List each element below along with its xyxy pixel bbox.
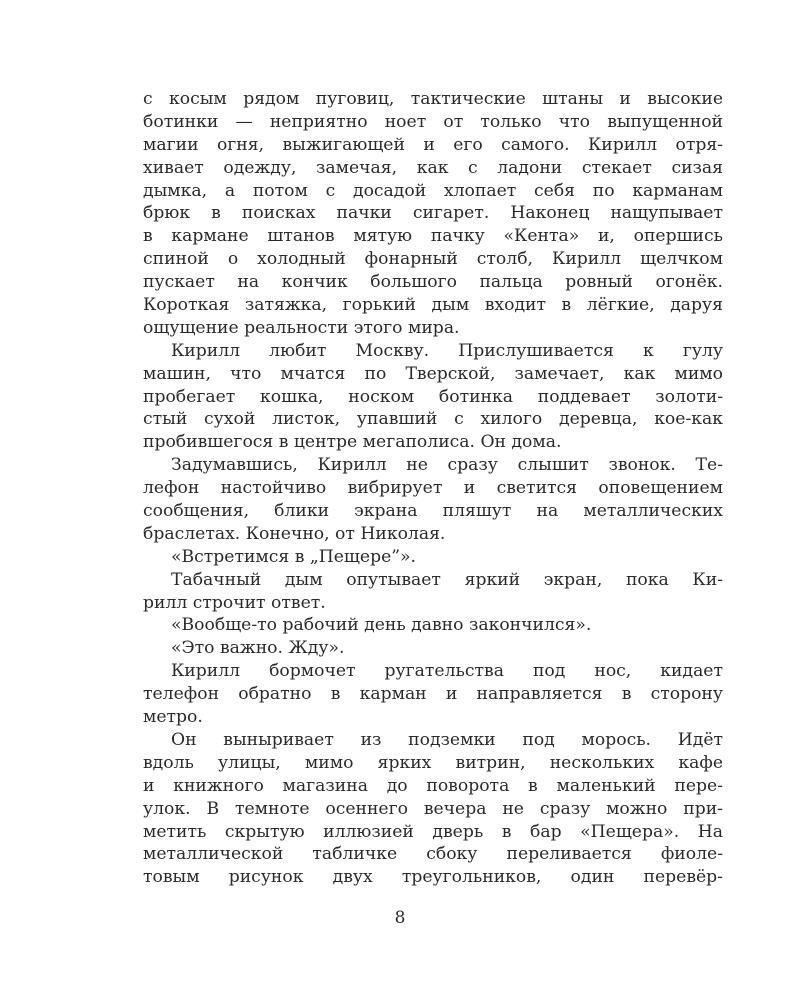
text-line: металлической табличке сбоку переливается фиоле- <box>143 844 723 865</box>
text-line: лефон настойчиво вибрирует и светится оповещением <box>143 478 723 499</box>
text-line: в кармане штанов мятую пачку «Кента» и, опершись <box>143 226 723 247</box>
text-line: машин, что мчатся по Тверской, замечает, как мимо <box>143 363 723 384</box>
text-line: рилл строчит ответ. <box>143 592 326 613</box>
text-line: ощущение реальности этого мира. <box>143 317 460 338</box>
text-line: стый сухой листок, упавший с хилого деревца, кое-как <box>143 409 723 430</box>
text-line: Он выныривает из подземки под морось. Идёт <box>171 729 723 750</box>
body-text <box>143 88 723 889</box>
text-line: улок. В темноте осеннего вечера не сразу можно при- <box>143 798 723 819</box>
text-line: Табачный дым опутывает яркий экран, пока Ки- <box>171 569 723 590</box>
text-line: пробегает кошка, носком ботинка поддевает золоти- <box>143 386 723 407</box>
text-line: сообщения, блики экрана пляшут на металлических <box>143 501 723 522</box>
text-line: телефон обратно в карман и направляется в сторону <box>143 684 723 705</box>
text-line: магии огня, выжигающей и его самого. Кирилл отря- <box>143 134 723 155</box>
text-line: пробившегося в центре мегаполиса. Он дома. <box>143 432 562 453</box>
text-line: Кирилл любит Москву. Прислушивается к гулу <box>171 340 723 361</box>
text-line: с косым рядом пуговиц, тактические штаны и высокие <box>143 89 723 109</box>
text-line: Задумавшись, Кирилл не сразу слышит звонок. Те- <box>171 455 723 476</box>
text-line: вдоль улицы, мимо ярких витрин, нескольких кафе <box>143 752 723 773</box>
text-line: браслетах. Конечно, от Николая. <box>143 523 446 544</box>
text-line: спиной о холодный фонарный столб, Кирилл щелчком <box>143 249 723 270</box>
text-line: дымка, а потом с досадой хлопает себя по карманам <box>143 180 723 201</box>
text-line: «Встретимся в „Пещере”». <box>171 546 417 567</box>
text-line: «Это важно. Жду». <box>171 638 345 659</box>
text-line: «Вообще-то рабочий день давно закончился». <box>171 615 592 636</box>
text-line: хивает одежду, замечая, как с ладони стекает сизая <box>143 157 723 178</box>
text-line: метить скрытую иллюзией дверь в бар «Пещера». На <box>143 821 723 842</box>
text-line: товым рисунок двух треугольников, один перевёр- <box>143 867 723 888</box>
text-line: брюк в поисках пачки сигарет. Наконец нащупывает <box>143 203 723 224</box>
text-line: Кирилл бормочет ругательства под нос, кидает <box>171 661 723 682</box>
text-line: и книжного магазина до поворота в маленький пере- <box>143 775 723 796</box>
page-number: 8 <box>394 908 406 928</box>
text-line: метро. <box>143 707 203 728</box>
text-line: Короткая затяжка, горький дым входит в лёгкие, даруя <box>143 295 723 316</box>
text-line: ботинки — неприятно ноет от только что выпущенной <box>143 111 723 132</box>
text-line: пускает на кончик большого пальца ровный огонёк. <box>143 272 723 293</box>
